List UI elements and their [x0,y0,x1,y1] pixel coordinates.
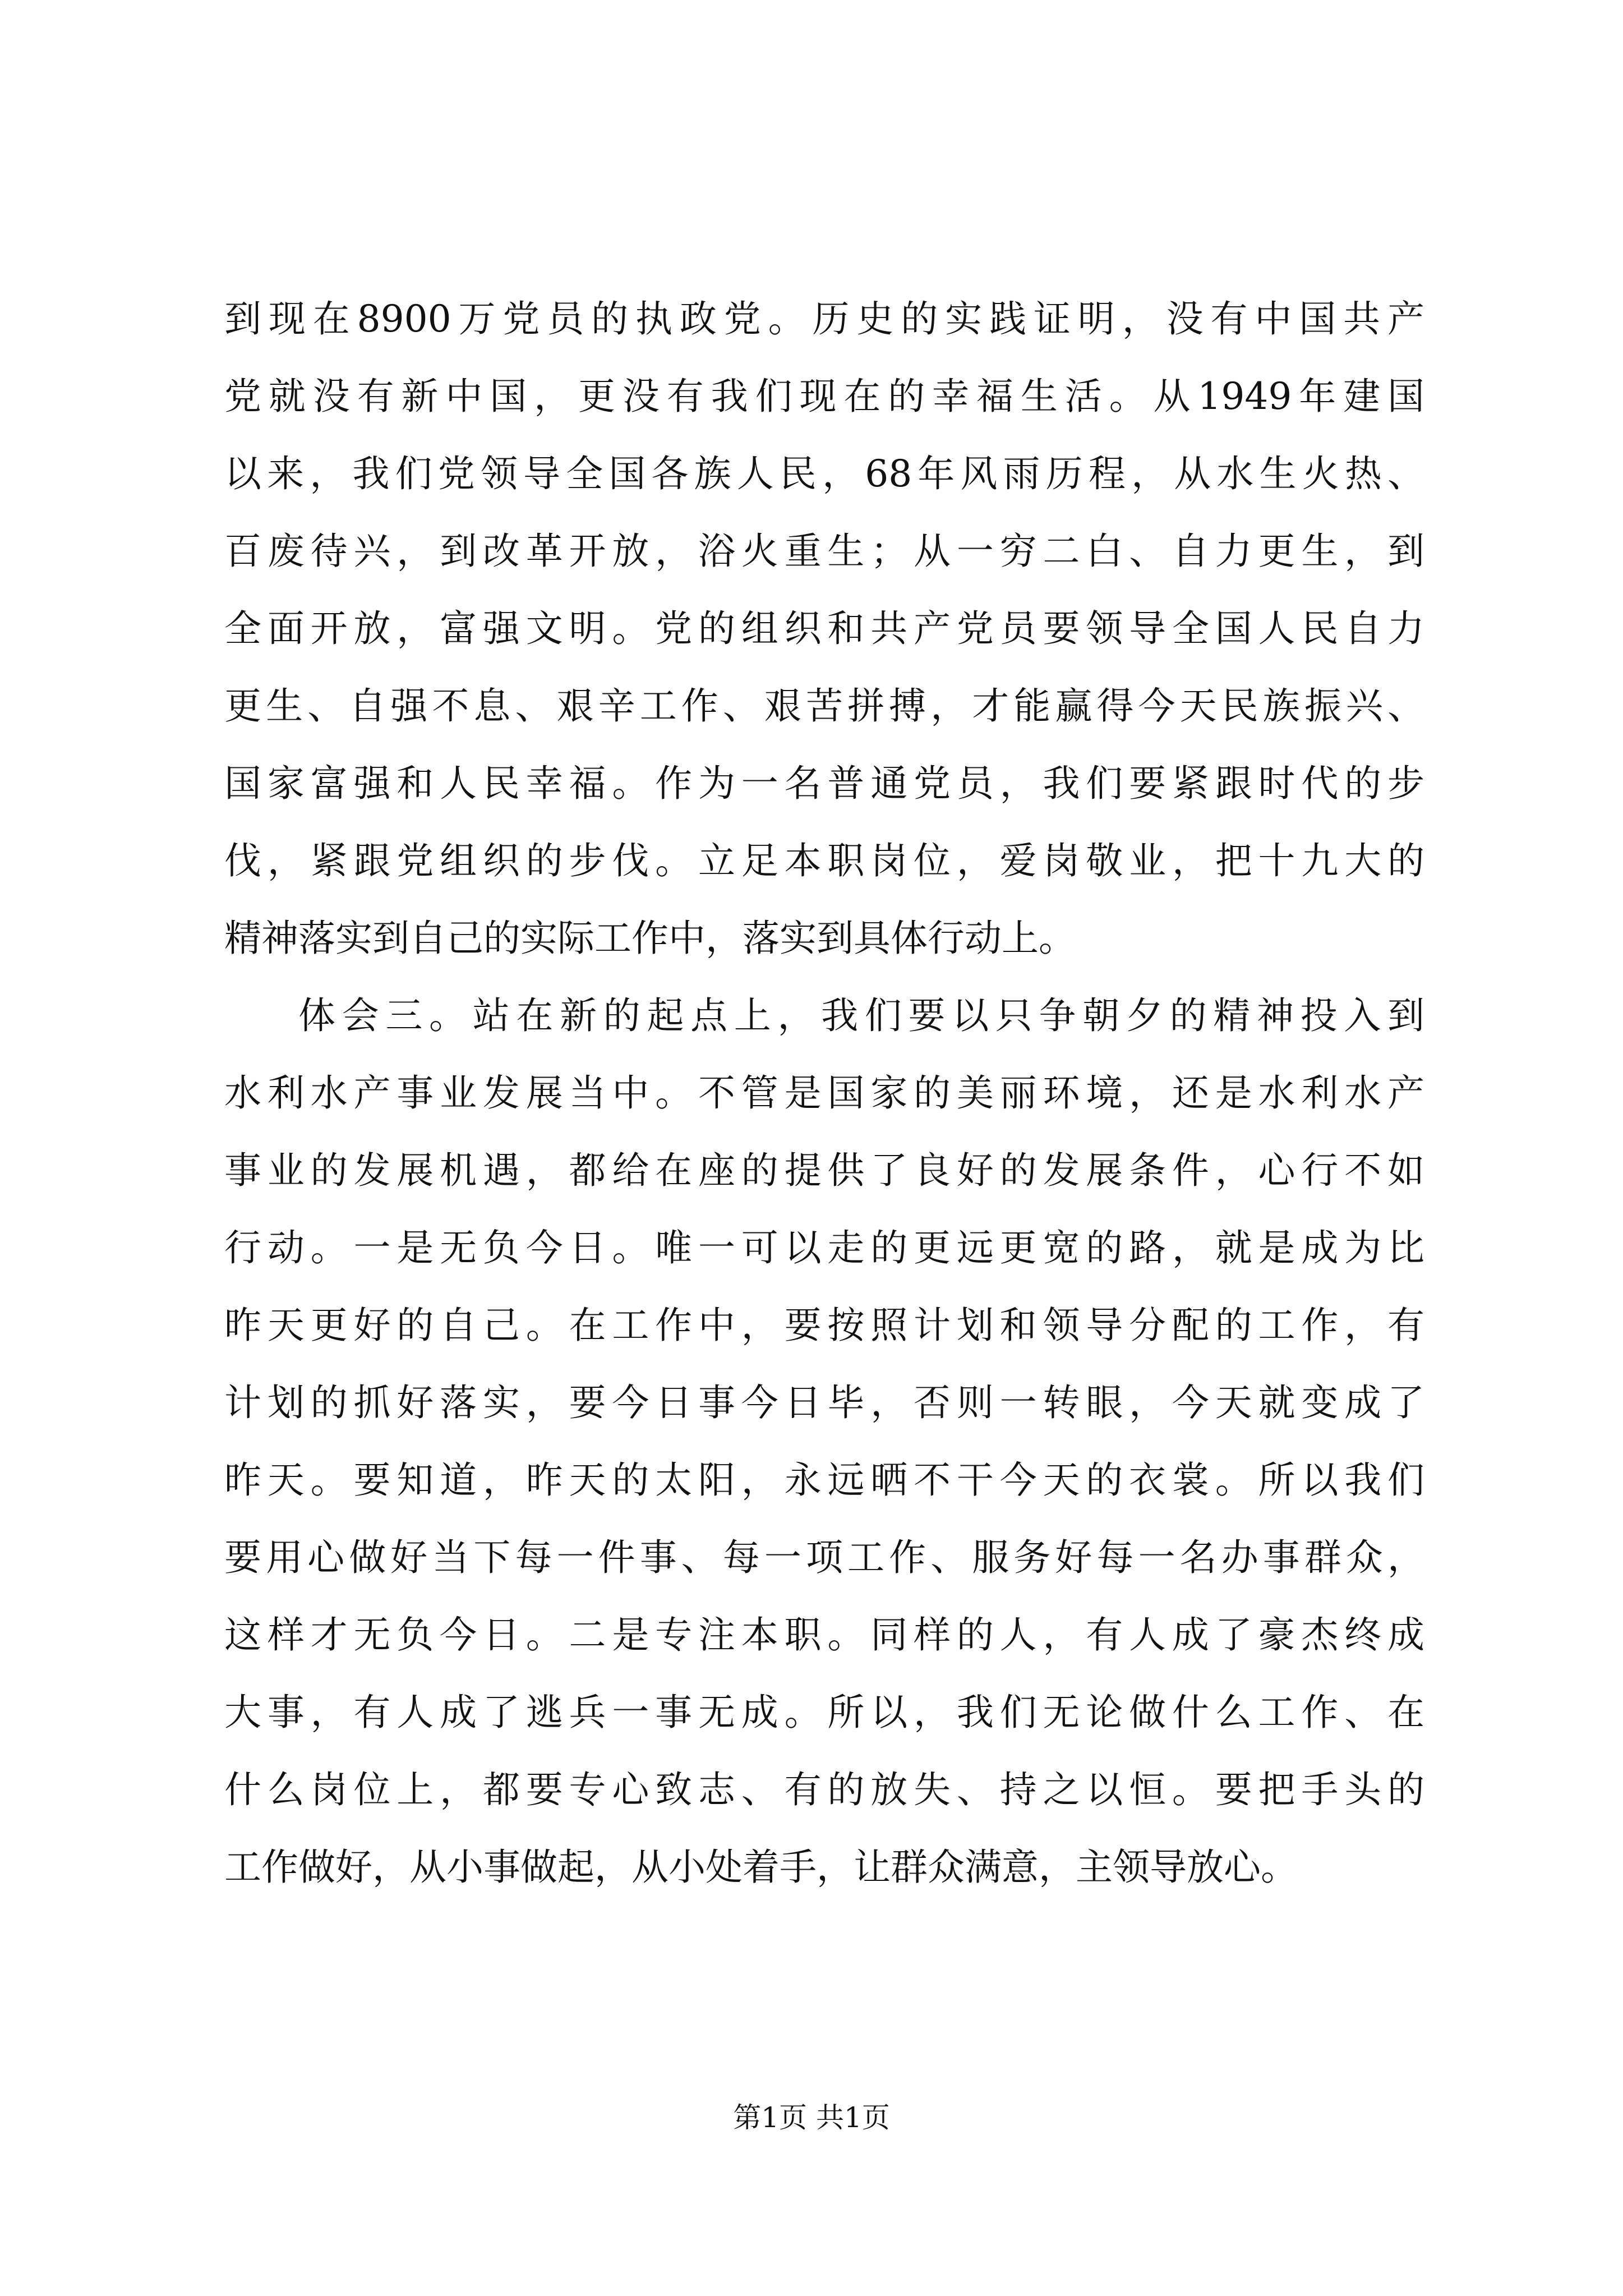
text-line: 事业的发展机遇，都给在座的提供了良好的发展条件，心行不如 [224,1149,1424,1192]
text-line: 全面开放，富强文明。党的组织和共产党员要领导全国人民自力 [224,607,1424,650]
text-line: 工作做好，从小事做起，从小处着手，让群众满意，主领导放心。 [224,1846,1298,1889]
text-line: 大事，有人成了逃兵一事无成。所以，我们无论做什么工作、在 [224,1691,1424,1734]
text-line: 以来，我们党领导全国各族人民，68年风雨历程，从水生火热、 [224,452,1424,495]
text-line: 体会三。站在新的起点上，我们要以只争朝夕的精神投入到 [298,994,1424,1037]
paragraph-2 [224,988,1424,1895]
text-line: 这样才无负今日。二是专注本职。同样的人，有人成了豪杰终成 [224,1613,1424,1657]
text-line: 要用心做好当下每一件事、每一项工作、服务好每一名办事群众， [224,1536,1424,1579]
text-line: 国家富强和人民幸福。作为一名普通党员，我们要紧跟时代的步 [224,762,1424,805]
text-line: 水利水产事业发展当中。不管是国家的美丽环境，还是水利水产 [224,1071,1424,1115]
text-line: 百废待兴，到改革开放，浴火重生；从一穷二白、自力更生，到 [224,530,1424,573]
page-number: 第1页 共1页 [733,2101,890,2134]
text-line: 伐，紧跟党组织的步伐。立足本职岗位，爱岗敬业，把十九大的 [224,839,1424,882]
text-line: 更生、自强不息、艰辛工作、艰苦拼搏，才能赢得今天民族振兴、 [224,684,1424,728]
text-line: 昨天更好的自己。在工作中，要按照计划和领导分配的工作，有 [224,1304,1424,1347]
text-line: 计划的抓好落实，要今日事今日毕，否则一转眼，今天就变成了 [224,1381,1424,1424]
text-line: 到现在8900万党员的执政党。历史的实践证明，没有中国共产 [224,297,1424,341]
paragraph-1 [224,292,1424,966]
text-line: 什么岗位上，都要专心致志、有的放失、持之以恒。要把手头的 [224,1768,1424,1811]
text-line: 昨天。要知道，昨天的太阳，永远晒不干今天的衣裳。所以我们 [224,1458,1424,1502]
document-body [224,292,1424,1917]
text-line: 精神落实到自己的实际工作中，落实到具体行动上。 [224,917,1076,960]
text-line: 行动。一是无负今日。唯一可以走的更远更宽的路，就是成为比 [224,1226,1424,1269]
page-footer [0,2101,1623,2134]
text-line: 党就没有新中国，更没有我们现在的幸福生活。从1949年建国 [224,375,1424,418]
